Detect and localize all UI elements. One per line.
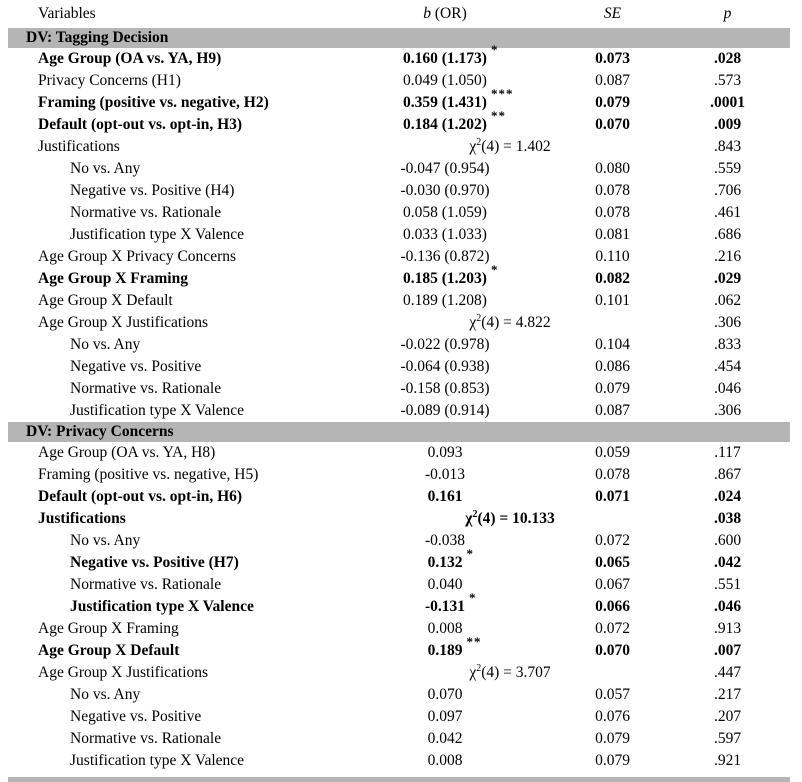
p-value: .217 <box>713 686 742 703</box>
p-value: .706 <box>713 182 742 199</box>
chi-value: (4) = 10.133 <box>477 510 555 527</box>
p-value: .038 <box>713 510 742 527</box>
b-or-value <box>330 510 560 528</box>
row-label: Age Group X Justifications <box>38 664 209 681</box>
row-label: No vs. Any <box>70 532 141 549</box>
row-label: Age Group X Default <box>38 292 173 309</box>
b-or-value <box>330 546 560 572</box>
row-label: Default (opt-out vs. opt-in, H6) <box>38 488 243 505</box>
p-value: .042 <box>713 554 742 571</box>
b-or-value <box>330 576 560 594</box>
table-row <box>8 706 790 728</box>
p-value: .306 <box>713 314 742 331</box>
results-table <box>8 0 790 782</box>
coefficient-value: 0.008 <box>427 620 463 637</box>
coefficient-value: 0.097 <box>427 708 463 725</box>
table-row <box>8 574 790 596</box>
se-value: 0.078 <box>595 466 630 483</box>
coefficient-value: 0.058 (1.059) <box>403 204 487 221</box>
se-value: 0.080 <box>595 160 630 177</box>
p-value: .007 <box>713 642 742 659</box>
b-or-value <box>330 466 560 484</box>
b-or-value <box>330 160 560 178</box>
table-row <box>8 442 790 464</box>
b-or-value <box>330 634 560 660</box>
coefficient-value: -0.089 (0.914) <box>400 402 490 419</box>
row-label: Justifications <box>38 138 120 155</box>
b-or-value <box>330 138 560 156</box>
significance-stars: * <box>466 546 474 561</box>
table-row <box>8 684 790 706</box>
row-label: Age Group X Framing <box>38 270 188 287</box>
b-or-value <box>330 42 560 68</box>
coefficient-value: -0.158 (0.853) <box>400 380 490 397</box>
p-value: .306 <box>713 402 742 419</box>
row-label: Privacy Concerns (H1) <box>38 72 181 89</box>
b-or-value <box>330 752 560 770</box>
table-row <box>8 290 790 312</box>
se-value: 0.086 <box>595 358 630 375</box>
coefficient-value: 0.033 (1.033) <box>403 226 487 243</box>
b-or-value <box>330 708 560 726</box>
row-label: Age Group X Framing <box>38 620 179 637</box>
column-header-variables: Variables <box>38 5 96 22</box>
b-or-value <box>330 314 560 332</box>
se-value: 0.070 <box>595 116 630 133</box>
row-label: Age Group X Default <box>38 642 180 659</box>
table-row <box>8 750 790 772</box>
p-value: .0001 <box>710 94 745 111</box>
row-label: Normative vs. Rationale <box>70 204 222 221</box>
row-label: Normative vs. Rationale <box>70 730 222 747</box>
row-label: Age Group (OA vs. YA, H8) <box>38 444 216 461</box>
table-bottom-rule <box>8 777 790 782</box>
row-label: Justifications <box>38 510 126 527</box>
p-value: .028 <box>713 50 742 67</box>
b-or-value <box>330 204 560 222</box>
chi-square-statistic <box>469 314 550 332</box>
p-value: .009 <box>713 116 742 133</box>
table-row <box>8 180 790 202</box>
row-label: Negative vs. Positive (H7) <box>70 554 239 571</box>
coefficient-value: -0.022 (0.978) <box>400 336 490 353</box>
se-value: 0.076 <box>595 708 630 725</box>
se-value: 0.072 <box>595 532 630 549</box>
row-label: No vs. Any <box>70 336 141 353</box>
coefficient-value: 0.161 <box>427 488 463 505</box>
table-row <box>8 508 790 530</box>
significance-stars: * <box>490 42 499 57</box>
column-header-or: (OR) <box>431 5 467 22</box>
table-row <box>8 108 790 136</box>
b-or-value <box>330 532 560 550</box>
coefficient-value: -0.131 * <box>424 590 477 615</box>
b-or-value <box>330 108 560 134</box>
b-or-value <box>330 336 560 354</box>
table-row <box>8 312 790 334</box>
table-row <box>8 378 790 400</box>
row-label: Negative vs. Positive <box>70 358 202 375</box>
coefficient-value: 0.042 <box>427 730 463 747</box>
b-or-value <box>330 226 560 244</box>
b-or-value <box>330 248 560 266</box>
se-value: 0.087 <box>595 402 630 419</box>
b-or-value <box>330 292 560 310</box>
se-value: 0.065 <box>595 554 630 571</box>
coefficient-value: 0.093 <box>427 444 463 461</box>
coefficient-value: 0.185 (1.203) * <box>403 262 499 287</box>
row-label: Framing (positive vs. negative, H5) <box>38 466 259 483</box>
b-or-value <box>330 686 560 704</box>
se-value: 0.079 <box>595 94 630 111</box>
table-row <box>8 246 790 268</box>
b-or-value <box>330 358 560 376</box>
table-row <box>8 202 790 224</box>
row-label: Age Group X Privacy Concerns <box>38 248 237 265</box>
coefficient-value: -0.047 (0.954) <box>400 160 490 177</box>
coefficient-value: 0.049 (1.050) <box>403 72 487 89</box>
p-value: .024 <box>713 488 742 505</box>
table-row <box>8 356 790 378</box>
significance-stars: * <box>490 262 499 277</box>
se-value: 0.104 <box>595 336 630 353</box>
row-label: Justification type X Valence <box>70 402 245 419</box>
coefficient-value: 0.189 (1.208) <box>403 292 487 309</box>
se-value: 0.079 <box>595 752 630 769</box>
b-or-value <box>330 664 560 682</box>
p-value: .046 <box>713 598 742 615</box>
table-row <box>8 262 790 290</box>
table-row <box>8 618 790 640</box>
b-or-value <box>330 620 560 638</box>
table-row <box>8 486 790 508</box>
se-value: 0.067 <box>595 576 630 593</box>
row-label: Justification type X Valence <box>70 226 245 243</box>
column-header-b-or <box>330 5 560 23</box>
section-header: DV: Privacy Concerns <box>8 422 790 442</box>
chi-value: (4) = 3.707 <box>481 664 551 681</box>
chi-symbol: χ <box>465 510 473 527</box>
table-row <box>8 546 790 574</box>
row-label: No vs. Any <box>70 686 141 703</box>
b-or-value <box>330 590 560 616</box>
p-value: .207 <box>713 708 742 725</box>
coefficient-value: 0.008 <box>427 752 463 769</box>
se-value: 0.071 <box>595 488 630 505</box>
table-row <box>8 400 790 422</box>
se-value: 0.072 <box>595 620 630 637</box>
significance-stars: * <box>469 590 477 605</box>
b-or-value <box>330 402 560 420</box>
p-value: .833 <box>713 336 742 353</box>
p-value: .447 <box>713 664 742 681</box>
row-label: No vs. Any <box>70 160 141 177</box>
row-label: Age Group (OA vs. YA, H9) <box>38 50 222 67</box>
table-row <box>8 158 790 180</box>
chi-value: (4) = 4.822 <box>481 314 551 331</box>
table-row <box>8 530 790 552</box>
chi-symbol: χ <box>469 664 477 681</box>
significance-stars: ** <box>490 108 506 123</box>
b-or-value <box>330 488 560 506</box>
p-value: .867 <box>713 466 742 483</box>
b-or-value <box>330 262 560 288</box>
coefficient-value: 0.070 <box>427 686 463 703</box>
b-or-value <box>330 182 560 200</box>
b-or-value <box>330 730 560 748</box>
se-value: 0.059 <box>595 444 630 461</box>
se-value: 0.057 <box>595 686 630 703</box>
table-row <box>8 224 790 246</box>
p-value: .597 <box>713 730 742 747</box>
row-label: Normative vs. Rationale <box>70 576 222 593</box>
table-row <box>8 42 790 70</box>
significance-stars: ** <box>466 634 482 649</box>
row-label: Framing (positive vs. negative, H2) <box>38 94 269 111</box>
row-label: Default (opt-out vs. opt-in, H3) <box>38 116 243 133</box>
b-or-value <box>330 86 560 112</box>
coefficient-value: -0.064 (0.938) <box>400 358 490 375</box>
table-body <box>8 28 790 772</box>
coefficient-value: 0.359 (1.431) *** <box>403 86 514 111</box>
p-value: .117 <box>714 444 741 461</box>
se-value: 0.078 <box>595 182 630 199</box>
p-value: .573 <box>713 72 742 89</box>
se-value: 0.073 <box>595 50 630 67</box>
coefficient-value: -0.038 <box>424 532 466 549</box>
coefficient-value: -0.013 <box>424 466 466 483</box>
row-label: Negative vs. Positive <box>70 708 202 725</box>
table-row <box>8 464 790 486</box>
p-value: .029 <box>713 270 742 287</box>
b-or-value <box>330 380 560 398</box>
p-value: .062 <box>713 292 742 309</box>
p-value: .921 <box>713 752 742 769</box>
coefficient-value: 0.189 ** <box>427 634 482 659</box>
se-value: 0.078 <box>595 204 630 221</box>
column-header-p: p <box>723 5 732 22</box>
row-label: Negative vs. Positive (H4) <box>70 182 235 199</box>
se-value: 0.079 <box>595 730 630 747</box>
section-header: DV: Tagging Decision <box>8 28 790 48</box>
chi-exponent: 2 <box>472 508 478 520</box>
coefficient-value: 0.160 (1.173) * <box>403 42 499 67</box>
se-value: 0.079 <box>595 380 630 397</box>
p-value: .686 <box>713 226 742 243</box>
se-value: 0.101 <box>595 292 630 309</box>
chi-value: (4) = 1.402 <box>481 138 551 155</box>
p-value: .600 <box>713 532 742 549</box>
chi-exponent: 2 <box>476 136 482 148</box>
se-value: 0.070 <box>595 642 630 659</box>
table-row <box>8 136 790 158</box>
p-value: .216 <box>713 248 742 265</box>
b-or-value <box>330 444 560 462</box>
table-row <box>8 634 790 662</box>
chi-square-statistic <box>469 664 550 682</box>
table-header <box>8 0 790 28</box>
table-row <box>8 728 790 750</box>
p-value: .551 <box>713 576 742 593</box>
p-value: .913 <box>713 620 742 637</box>
significance-stars: *** <box>490 86 514 101</box>
se-value: 0.110 <box>595 248 630 265</box>
chi-exponent: 2 <box>476 312 482 324</box>
se-value: 0.081 <box>595 226 630 243</box>
row-label: Normative vs. Rationale <box>70 380 222 397</box>
b-or-value <box>330 72 560 90</box>
chi-square-statistic <box>469 138 550 156</box>
coefficient-value: -0.136 (0.872) <box>400 248 490 265</box>
p-value: .559 <box>713 160 742 177</box>
row-label: Age Group X Justifications <box>38 314 209 331</box>
se-value: 0.066 <box>595 598 630 615</box>
row-label: Justification type X Valence <box>70 752 245 769</box>
p-value: .454 <box>713 358 742 375</box>
p-value: .046 <box>713 380 742 397</box>
coefficient-value: -0.030 (0.970) <box>400 182 490 199</box>
table-row <box>8 334 790 356</box>
table-row <box>8 590 790 618</box>
column-header-se: SE <box>603 5 622 22</box>
table-row <box>8 70 790 92</box>
p-value: .461 <box>713 204 742 221</box>
chi-symbol: χ <box>469 314 477 331</box>
chi-exponent: 2 <box>476 662 482 674</box>
chi-symbol: χ <box>469 138 477 155</box>
coefficient-value: 0.184 (1.202) ** <box>403 108 506 133</box>
column-header-b: b <box>423 5 431 22</box>
se-value: 0.087 <box>595 72 630 89</box>
p-value: .843 <box>713 138 742 155</box>
se-value: 0.082 <box>595 270 630 287</box>
row-label: Justification type X Valence <box>70 598 254 615</box>
table-row <box>8 662 790 684</box>
coefficient-value: 0.040 <box>427 576 463 593</box>
chi-square-statistic <box>465 510 554 528</box>
table-row <box>8 86 790 114</box>
coefficient-value: 0.132 * <box>427 546 474 571</box>
